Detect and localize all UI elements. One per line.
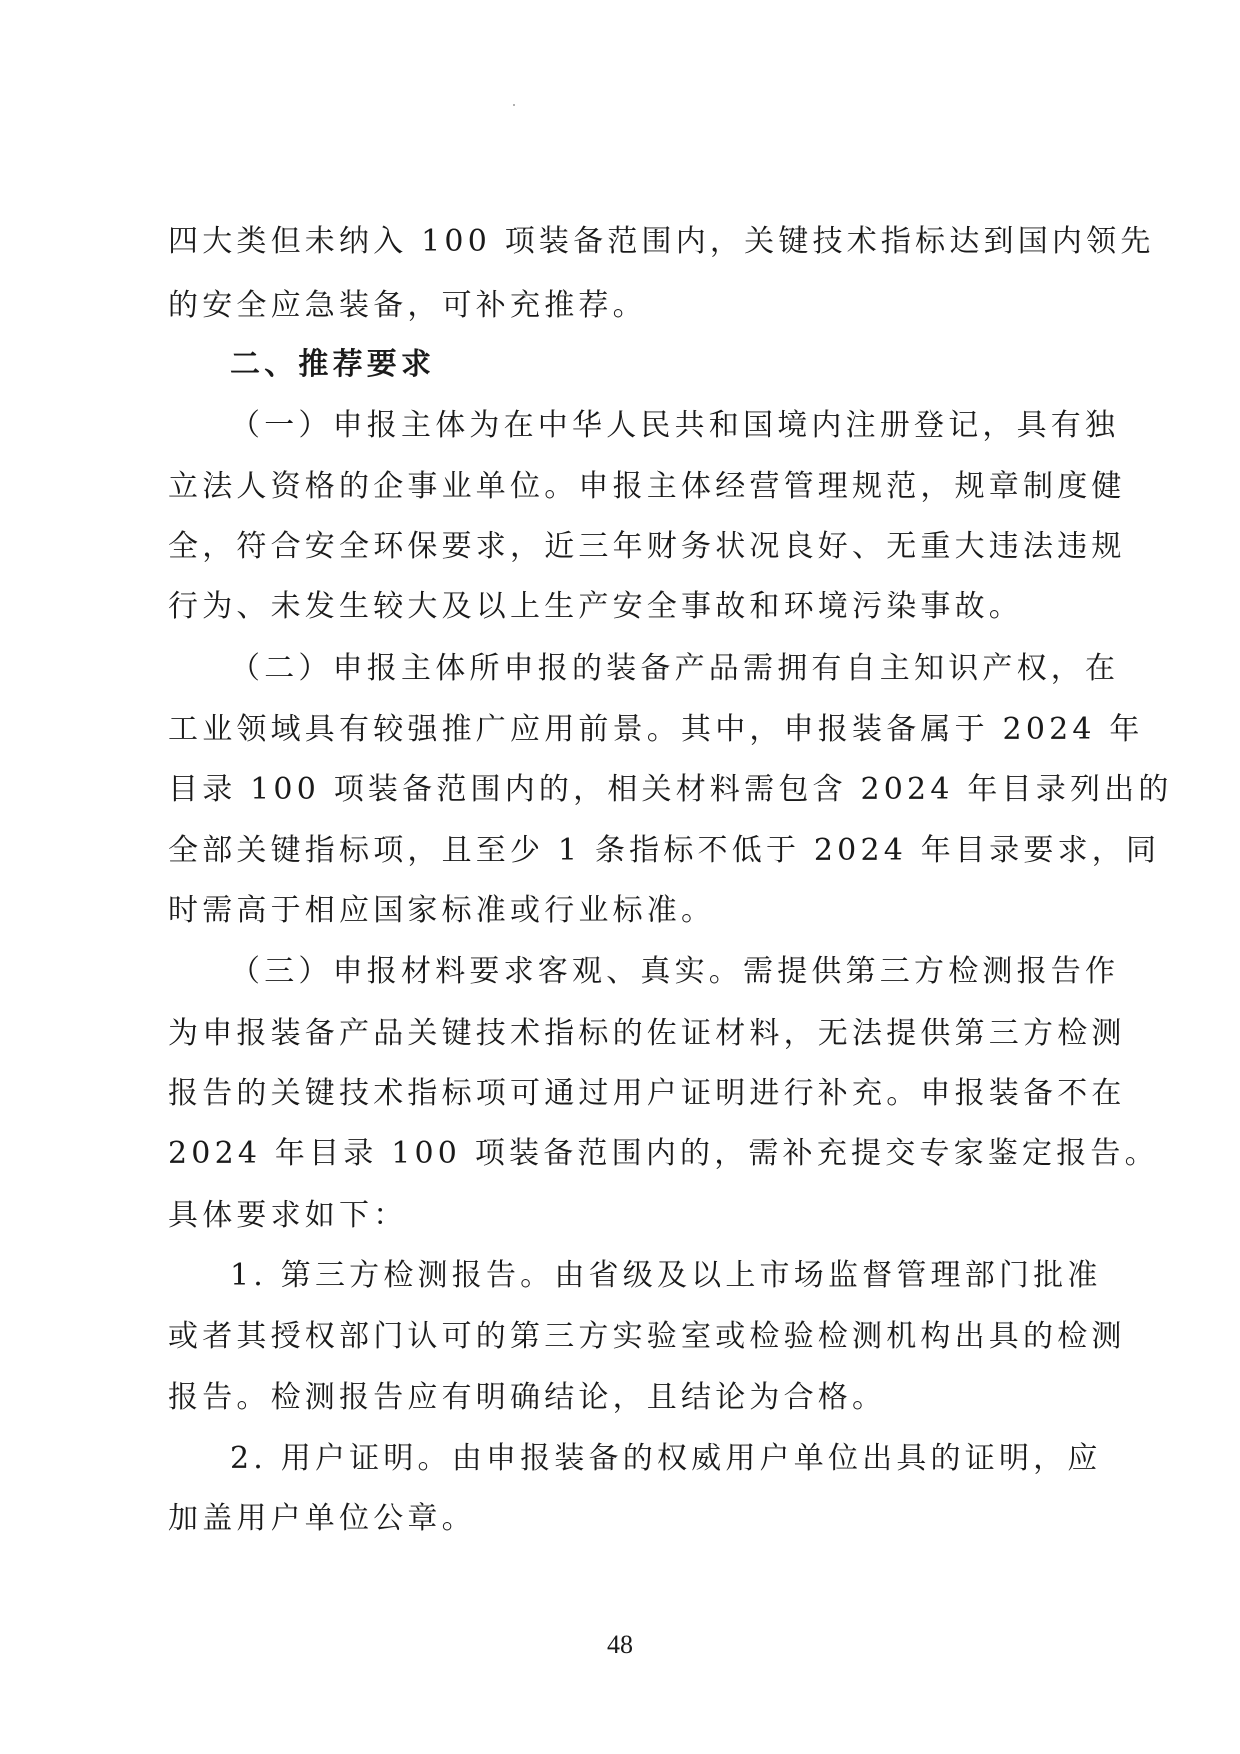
paragraph-2-line: 时需高于相应国家标准或行业标准。 xyxy=(168,893,716,928)
paragraph-3-line: 为申报装备产品关键技术指标的佐证材料，无法提供第三方检测 xyxy=(168,1016,1126,1051)
list-item-1-line: 或者其授权部门认可的第三方实验室或检验检测机构出具的检测 xyxy=(168,1319,1126,1354)
paragraph-3-line: 2024 年目录 100 项装备范围内的，需补充提交专家鉴定报告。 xyxy=(168,1136,1159,1171)
paragraph-2-line: 工业领域具有较强推广应用前景。其中，申报装备属于 2024 年 xyxy=(168,712,1144,747)
paragraph-2-line: （二）申报主体所申报的装备产品需拥有自主知识产权，在 xyxy=(230,651,1120,686)
paragraph-3-line: 报告的关键技术指标项可通过用户证明进行补充。申报装备不在 xyxy=(168,1076,1126,1111)
paragraph-1-line: 立法人资格的企事业单位。申报主体经营管理规范，规章制度健 xyxy=(168,469,1126,504)
page-number: 48 xyxy=(607,1630,633,1659)
body-text-line: 四大类但未纳入 100 项装备范围内，关键技术指标达到国内领先 xyxy=(168,224,1155,259)
list-item-2-line: 加盖用户单位公章。 xyxy=(168,1501,476,1536)
section-heading: 二、推荐要求 xyxy=(230,347,436,382)
paragraph-1-line: 行为、未发生较大及以上生产安全事故和环境污染事故。 xyxy=(168,589,1023,624)
list-item-2-line: 2. 用户证明。由申报装备的权威用户单位出具的证明，应 xyxy=(230,1441,1102,1476)
paragraph-2-line: 目录 100 项装备范围内的，相关材料需包含 2024 年目录列出的 xyxy=(168,772,1173,807)
scan-speck xyxy=(513,104,515,106)
paragraph-1-line: （一）申报主体为在中华人民共和国境内注册登记，具有独 xyxy=(230,408,1120,443)
list-item-1-line: 报告。检测报告应有明确结论，且结论为合格。 xyxy=(168,1380,887,1415)
body-text-line: 的安全应急装备，可补充推荐。 xyxy=(168,288,647,323)
paragraph-2-line: 全部关键指标项，且至少 1 条指标不低于 2024 年目录要求，同 xyxy=(168,833,1161,868)
list-item-1-line: 1. 第三方检测报告。由省级及以上市场监督管理部门批准 xyxy=(230,1258,1102,1293)
paragraph-1-line: 全，符合安全环保要求，近三年财务状况良好、无重大违法违规 xyxy=(168,529,1126,564)
paragraph-3-line: （三）申报材料要求客观、真实。需提供第三方检测报告作 xyxy=(230,954,1120,989)
paragraph-3-line: 具体要求如下： xyxy=(168,1198,408,1233)
